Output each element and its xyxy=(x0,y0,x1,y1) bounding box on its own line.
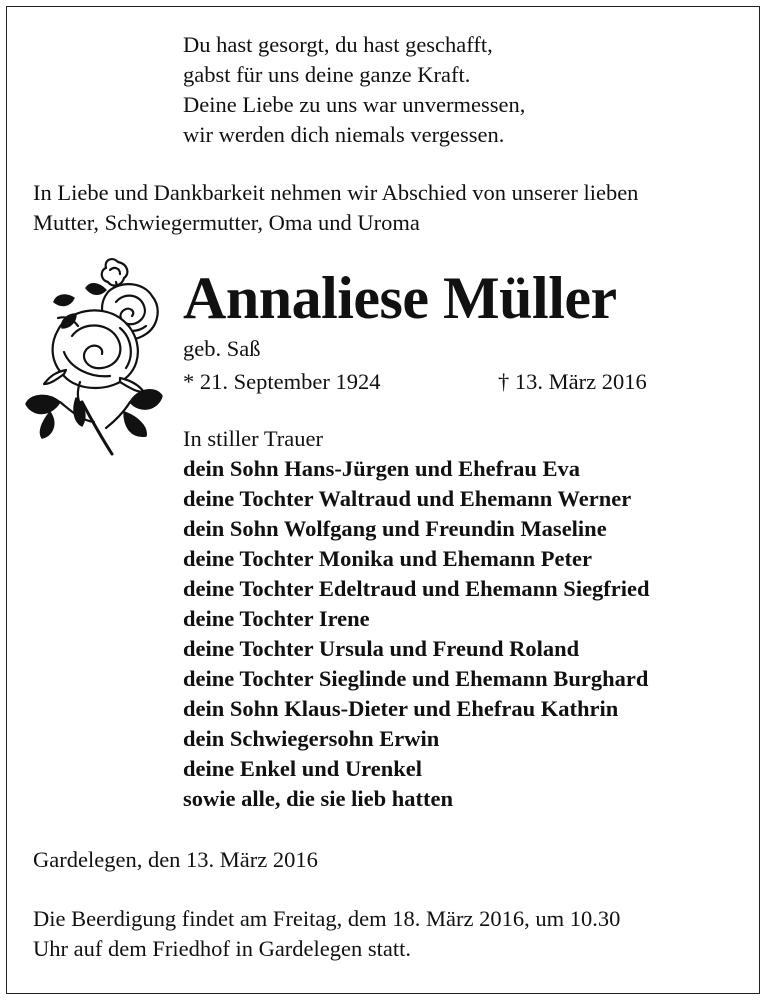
list-item: dein Sohn Hans-Jürgen und Ehefrau Eva xyxy=(183,456,580,481)
maiden-name: geb. Saß xyxy=(183,336,261,361)
list-item: deine Enkel und Urenkel xyxy=(183,756,423,781)
intro-text xyxy=(33,178,638,238)
place-date: Gardelegen, den 13. März 2016 xyxy=(33,847,318,872)
list-item: deine Tochter Edeltraud und Ehemann Siegfried xyxy=(183,576,650,601)
deceased-name: Annaliese Müller xyxy=(183,265,617,331)
funeral-line: Uhr auf dem Friedhof in Gardelegen statt. xyxy=(33,936,412,961)
poem-line: gabst für uns deine ganze Kraft. xyxy=(183,62,471,87)
poem-line: Du hast gesorgt, du hast geschafft, xyxy=(183,32,493,57)
funeral-info xyxy=(33,904,620,964)
birth-date: * 21. September 1924 xyxy=(183,369,381,394)
list-item: deine Tochter Waltraud und Ehemann Werner xyxy=(183,486,632,511)
mourners-list xyxy=(183,454,650,814)
list-item: dein Schwiegersohn Erwin xyxy=(183,726,440,751)
poem-line: Deine Liebe zu uns war unvermessen, xyxy=(183,92,526,117)
list-item: sowie alle, die sie lieb hatten xyxy=(183,786,453,811)
mourning-heading: In stiller Trauer xyxy=(183,426,323,451)
list-item: dein Sohn Wolfgang und Freundin Maseline xyxy=(183,516,607,541)
rose-icon xyxy=(20,252,170,460)
list-item: deine Tochter Sieglinde und Ehemann Burghard xyxy=(183,666,649,691)
list-item: deine Tochter Monika und Ehemann Peter xyxy=(183,546,592,571)
poem-line: wir werden dich niemals vergessen. xyxy=(183,122,505,147)
list-item: dein Sohn Klaus-Dieter und Ehefrau Kathrin xyxy=(183,696,619,721)
list-item: deine Tochter Irene xyxy=(183,606,370,631)
funeral-line: Die Beerdigung findet am Freitag, dem 18. März 2016, um 10.30 xyxy=(33,906,621,931)
intro-line: Mutter, Schwiegermutter, Oma und Uroma xyxy=(33,210,420,235)
poem xyxy=(183,30,525,150)
list-item: deine Tochter Ursula und Freund Roland xyxy=(183,636,580,661)
death-date: † 13. März 2016 xyxy=(498,369,647,394)
intro-line: In Liebe und Dankbarkeit nehmen wir Abschied von unserer lieben xyxy=(33,180,639,205)
